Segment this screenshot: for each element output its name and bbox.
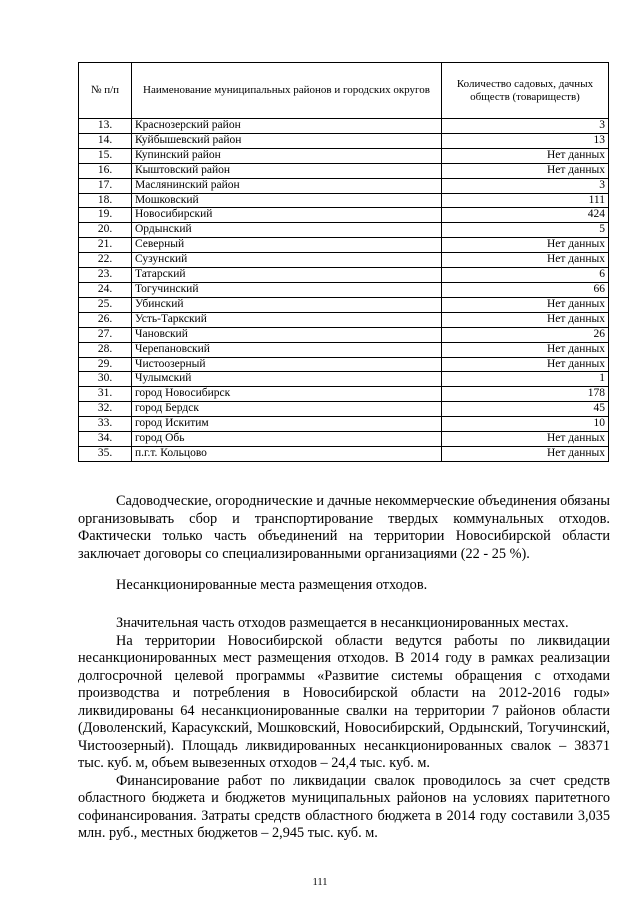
row-value: 3 [442,119,609,134]
row-name: Черепановский [132,342,442,357]
table-row [79,432,609,447]
row-number: 16. [79,163,132,178]
table-row [79,387,609,402]
row-number: 34. [79,432,132,447]
table-body [79,119,609,462]
row-value: 3 [442,178,609,193]
row-name: Усть-Таркский [132,312,442,327]
row-name: Краснозерский район [132,119,442,134]
row-name: Чистоозерный [132,357,442,372]
heading-text: Несанкционированные места размещения отходов. [116,577,428,593]
table-row [79,446,609,461]
table-row [79,133,609,148]
table-row [79,148,609,163]
row-value: Нет данных [442,297,609,312]
row-value: Нет данных [442,446,609,461]
row-number: 22. [79,253,132,268]
paragraph-text: Финансирование работ по ликвидации свалок проводилось за счет средств областного бюджета и бюджетов муниципальных районов на условиях паритетного софинансирования. Затраты средств областного бюджета в 2014 году составили 3,035 млн. руб., местных бюджетов – 2,945 тыс. куб. м. [78,772,610,841]
header-num: № п/п [79,63,132,119]
row-number: 19. [79,208,132,223]
row-value: 1 [442,372,609,387]
table-row [79,312,609,327]
table-row [79,417,609,432]
table-row [79,297,609,312]
row-value: 13 [442,133,609,148]
table-row [79,372,609,387]
row-number: 27. [79,327,132,342]
paragraph-gardening [78,493,610,563]
row-value: Нет данных [442,253,609,268]
table-row [79,119,609,134]
row-name: Ордынский [132,223,442,238]
table-row [79,327,609,342]
row-number: 28. [79,342,132,357]
row-number: 17. [79,178,132,193]
row-name: Кыштовский район [132,163,442,178]
row-number: 25. [79,297,132,312]
row-value: 6 [442,268,609,283]
paragraph-text: Садоводческие, огороднические и дачные некоммерческие объединения обязаны организовывать сбор и транспортирование твердых коммунальных отходов. Фактически только часть объединений на территории Новосибирской области заключает договоры со специализированными организациями (22 - 25 %). [78,493,610,562]
table-row [79,193,609,208]
header-name: Наименование муниципальных районов и городских округов [132,63,442,119]
row-number: 23. [79,268,132,283]
table-header-row [79,63,609,119]
page-number: 111 [312,877,328,888]
row-number: 33. [79,417,132,432]
row-number: 14. [79,133,132,148]
row-number: 13. [79,119,132,134]
row-name: город Бердск [132,402,442,417]
row-value: 45 [442,402,609,417]
row-name: город Искитим [132,417,442,432]
row-number: 20. [79,223,132,238]
header-count: Количество садовых, дачных обществ (товариществ) [442,63,609,119]
row-value: 424 [442,208,609,223]
row-value: Нет данных [442,357,609,372]
table-row [79,208,609,223]
row-value: 178 [442,387,609,402]
row-number: 21. [79,238,132,253]
gardening-societies-table [78,62,609,462]
row-name: Новосибирский [132,208,442,223]
row-value: Нет данных [442,238,609,253]
row-value: Нет данных [442,342,609,357]
row-number: 32. [79,402,132,417]
row-number: 24. [79,282,132,297]
table-row [79,342,609,357]
paragraph-text: Значительная часть отходов размещается в несанкционированных местах. [116,615,569,631]
paragraph-text: На территории Новосибирской области ведутся работы по ликвидации несанкционированных мест размещения отходов. В 2014 году в рамках реализации долгосрочной целевой программы «Развитие системы обращения с отходами производства и потребления в Новосибирской области на 2012-2016 годы» ликвидированы 64 несанкционированные свалки на территории 7 районов области (Доволенский, Карасукский, Мошковский, Новосибирский, Ордынский, Тогучинский, Чистоозерный). Площадь ликвидированных несанкционированных свалок – 38371 тыс. куб. м, объем вывезенных отходов – 24,4 тыс. куб. м. [78,632,610,771]
row-name: Сузунский [132,253,442,268]
row-number: 31. [79,387,132,402]
table-row [79,268,609,283]
row-value: Нет данных [442,312,609,327]
paragraph-block [78,615,610,843]
row-name: Татарский [132,268,442,283]
row-number: 15. [79,148,132,163]
table-row [79,357,609,372]
row-name: Тогучинский [132,282,442,297]
row-name: Чановский [132,327,442,342]
row-number: 18. [79,193,132,208]
table-row [79,282,609,297]
row-name: Мошковский [132,193,442,208]
row-name: Купинский район [132,148,442,163]
row-name: Куйбышевский район [132,133,442,148]
table-row [79,178,609,193]
row-value: 26 [442,327,609,342]
row-value: Нет данных [442,148,609,163]
row-value: 111 [442,193,609,208]
row-name: Маслянинский район [132,178,442,193]
row-value: 66 [442,282,609,297]
row-value: 5 [442,223,609,238]
row-value: Нет данных [442,163,609,178]
row-name: п.г.т. Кольцово [132,446,442,461]
row-number: 26. [79,312,132,327]
row-name: Чулымский [132,372,442,387]
row-name: Убинский [132,297,442,312]
table-row [79,223,609,238]
table-row [79,238,609,253]
row-value: 10 [442,417,609,432]
section-heading [78,577,610,595]
table-row [79,402,609,417]
row-name: Северный [132,238,442,253]
row-name: город Обь [132,432,442,447]
row-number: 29. [79,357,132,372]
row-value: Нет данных [442,432,609,447]
table-row [79,253,609,268]
row-number: 30. [79,372,132,387]
table-row [79,163,609,178]
row-number: 35. [79,446,132,461]
row-name: город Новосибирск [132,387,442,402]
